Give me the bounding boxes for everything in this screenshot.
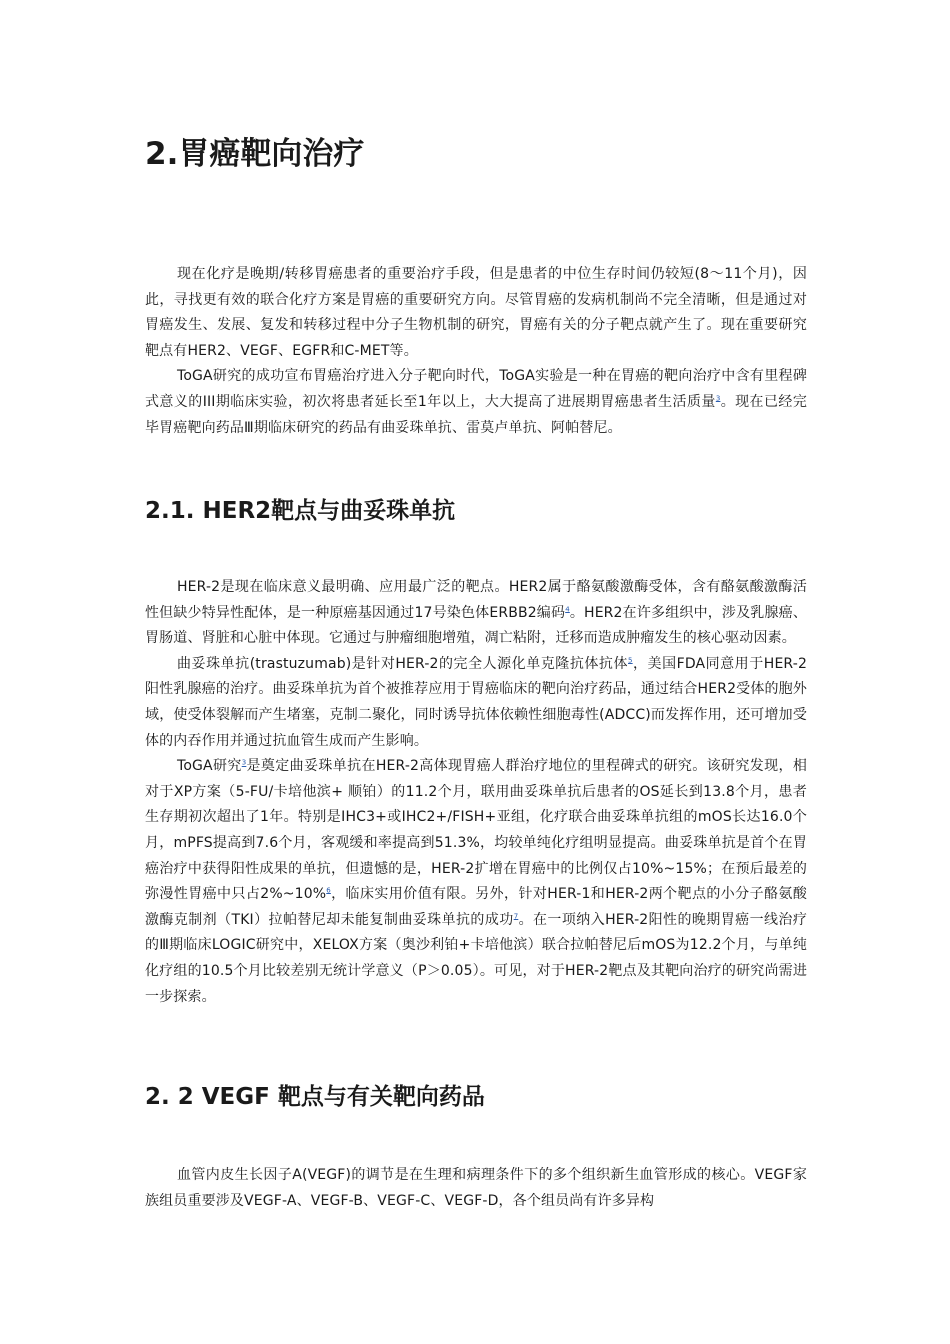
vegf-paragraph-1: 血管内皮生长因子A(VEGF)的调节是在生理和病理条件下的多个组织新生血管形成的核心。VEGF家族组员重要涉及VEGF-A、VEGF-B、VEGF-C、VEGF-D，各个组员尚有许多异构: [145, 1167, 807, 1209]
her2-paragraph-3: ToGA研究$^3$是奠定曲妥珠单抗在HER-2高体现胃癌人群治疗地位的里程碑式的研究。该研究发现，相对于XP方案（5-FU/卡培他滨+ 顺铂）的11.2个月，联用曲妥珠单抗后患者的OS延长到13.8个月，患者生存期初次超出了1年。特别是IHC3+或IHC2+/FISH+亚组，化疗联合曲妥珠单抗组的mOS长达16.0个月，mPFS提高到7.6个月，客观缓和率提高到51.3%，均较单纯化疗组明显提高。曲妥珠单抗是首个在胃癌治疗中获得阳性成果的单抗，但遗憾的是，HER-2扩增在胃癌中的比例仅占10%~15%；在预后最差的弥漫性胃癌中只占2%~10%$^6$，临床实用价值有限。另外，针对HER-1和HER-2两个靶点的小分子酪氨酸激酶克制剂（TKI）拉帕替尼却未能复制曲妥珠单抗的成功$^7$。在一项纳入HER-2阳性的晚期胃癌一线治疗的Ⅲ期临床LOGIC研究中，XELOX方案（奥沙利铂+卡培他滨）联合拉帕替尼后mOS为12.2个月，与单纯化疗组的10.5个月比较差别无统计学意义（P＞0.05）。可见，对于HER-2靶点及其靶向治疗的研究尚需进一步探索。: [145, 758, 807, 1005]
page-title: 2.胃癌靶向治疗: [145, 136, 365, 172]
citation-link[interactable]: 6: [326, 886, 331, 895]
intro-paragraph-2: ToGA研究的成功宣布胃癌治疗进入分子靶向时代，ToGA实验是一种在胃癌的靶向治疗中含有里程碑式意义的III期临床实验，初次将患者延长至1年以上，大大提高了进展期胃癌患者生活质量$^3$。现在已经完毕胃癌靶向药品Ⅲ期临床研究的药品有曲妥珠单抗、雷莫卢单抗、阿帕替尼。: [145, 368, 808, 436]
her2-paragraph-1: HER-2是现在临床意义最明确、应用最广泛的靶点。HER2属于酪氨酸激酶受体，含有酪氨酸激酶活性但缺少特异性配体，是一种原癌基因通过17号染色体ERBB2编码$^4$。HER2在许多组织中，涉及乳腺癌、胃肠道、肾脏和心脏中体现。它通过与肿瘤细胞增殖，凋亡粘附，迁移而造成肿瘤发生的核心驱动因素。: [145, 579, 807, 647]
her2-section: [145, 575, 807, 1010]
citation-link[interactable]: 4: [565, 604, 570, 613]
citation-link[interactable]: 7: [513, 912, 519, 921]
vegf-section: [145, 1163, 807, 1214]
citation-link[interactable]: 3: [715, 394, 721, 403]
her2-paragraph-2: 曲妥珠单抗(trastuzumab)是针对HER-2的完全人源化单克隆抗体抗体$^5$，美国FDA同意用于HER-2阳性乳腺癌的治疗。曲妥珠单抗为首个被推荐应用于胃癌临床的靶向治疗药品，通过结合HER2受体的胞外域，使受体裂解而产生堵塞，克制二聚化，同时诱导抗体依赖性细胞毒性(ADCC)而发挥作用，还可增加受体的内吞作用并通过抗血管生成而产生影响。: [145, 655, 808, 749]
citation-link[interactable]: 3: [241, 758, 247, 767]
citation-link[interactable]: 5: [628, 656, 633, 665]
section-heading-her2: 2.1. HER2靶点与曲妥珠单抗: [145, 498, 456, 524]
intro-paragraph-1: 现在化疗是晚期/转移胃癌患者的重要治疗手段，但是患者的中位生存时间仍较短(8～11个月)，因此，寻找更有效的联合化疗方案是胃癌的重要研究方向。尽管胃癌的发病机制尚不完全清晰，但是通过对胃癌发生、发展、复发和转移过程中分子生物机制的研究，胃癌有关的分子靶点就产生了。现在重要研究靶点有HER2、VEGF、EGFR和C-MET等。: [145, 266, 807, 359]
intro-section: [145, 262, 807, 441]
section-heading-vegf: 2. 2 VEGF 靶点与有关靶向药品: [145, 1084, 485, 1110]
